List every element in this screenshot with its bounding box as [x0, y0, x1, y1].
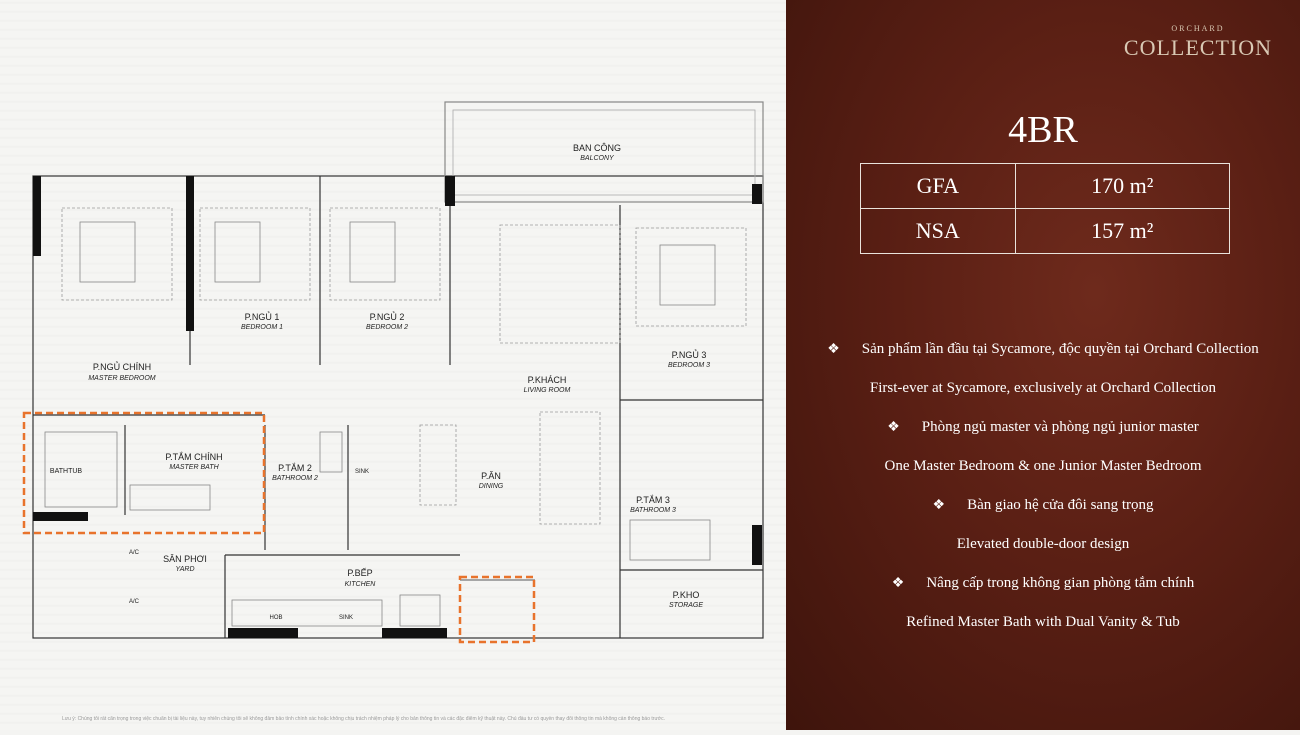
orchard-collection-logo — [1124, 24, 1272, 61]
diamond-bullet-icon: ❖ — [932, 498, 946, 513]
feature-vi — [786, 491, 1300, 530]
diamond-bullet-icon: ❖ — [891, 576, 905, 591]
area-label: NSA — [861, 209, 1016, 254]
room-masterbath-en: MASTER BATH — [169, 464, 219, 471]
feature-en: First-ever at Sycamore, exclusively at Orchard Collection — [869, 380, 1217, 396]
room-kitchen-en: KITCHEN — [344, 581, 376, 588]
room-balcony-vi: BAN CÔNG — [572, 143, 622, 153]
room-bath2-vi: P.TẮM 2 — [278, 463, 312, 473]
room-storage-vi: P.KHO — [672, 590, 700, 600]
feature-en: One Master Bedroom & one Junior Master Bedroom — [884, 458, 1202, 474]
room-bed2-vi: P.NGỦ 2 — [369, 312, 405, 322]
area-row-gfa — [861, 164, 1230, 209]
feature-list — [786, 335, 1300, 647]
room-balcony-en: BALCONY — [580, 155, 614, 162]
room-living-vi: P.KHÁCH — [527, 375, 567, 385]
room-bed1-vi: P.NGỦ 1 — [244, 312, 280, 322]
room-kitchen-vi: P.BẾP — [347, 568, 373, 578]
area-row-nsa — [861, 209, 1230, 254]
feature-text: Nâng cấp trong không gian phòng tắm chính — [926, 575, 1195, 591]
room-bath2-en: BATHROOM 2 — [272, 475, 318, 482]
feature-vi — [786, 413, 1300, 452]
feature-en: Elevated double-door design — [956, 536, 1130, 552]
room-yard-en: YARD — [175, 566, 195, 573]
room-dining-en: DINING — [478, 483, 504, 490]
diamond-bullet-icon: ❖ — [887, 420, 900, 435]
ac-unit-1: A/C — [128, 550, 140, 556]
highlight-boxes — [24, 413, 534, 642]
room-master-en: MASTER BEDROOM — [88, 375, 156, 382]
area-value: 157 m² — [1015, 209, 1229, 254]
kitchen-hob: HOB — [269, 615, 283, 621]
room-bed3-vi: P.NGỦ 3 — [671, 350, 707, 360]
room-dining-vi: P.ĂN — [481, 471, 501, 481]
room-bed2-en: BEDROOM 2 — [365, 324, 409, 331]
room-masterbath-vi: P.TẮM CHÍNH — [165, 452, 223, 462]
area-label: GFA — [861, 164, 1016, 209]
unit-title: 4BR — [1008, 109, 1078, 151]
logo-line2: COLLECTION — [1123, 35, 1272, 60]
feature-text: Sản phẩm lần đầu tại Sycamore, độc quyền tại Orchard Collection — [861, 341, 1259, 357]
feature-en: Refined Master Bath with Dual Vanity & Tub — [906, 614, 1180, 630]
info-panel — [786, 0, 1300, 730]
area-value: 170 m² — [1015, 164, 1229, 209]
disclaimer: Lưu ý: Chúng tôi rất cẩn trọng trong việc chuẩn bị tài liệu này, tuy nhiên chúng tôi sẽ không đảm bảo tính chính xác hoặc không chịu trách nhiệm pháp lý cho bản thông tin và các đặc điểm kỹ thuật này. Chủ đầu tư có quyền thay đổi thông tin mà không cần thông báo trước. — [62, 716, 665, 722]
room-living-en: LIVING ROOM — [523, 387, 571, 394]
room-master-vi: P.NGỦ CHÍNH — [92, 362, 152, 372]
room-bed3-en: BEDROOM 3 — [667, 362, 711, 369]
area-table — [860, 163, 1230, 254]
logo-line1: ORCHARD — [1171, 24, 1225, 33]
room-bed1-en: BEDROOM 1 — [240, 324, 284, 331]
ac-unit-2: A/C — [128, 599, 140, 605]
room-bathtub: BATHTUB — [49, 468, 83, 475]
feature-vi — [786, 335, 1300, 374]
feature-text: Phòng ngủ master và phòng ngủ junior master — [921, 419, 1199, 435]
room-storage-en: STORAGE — [668, 602, 704, 609]
diamond-bullet-icon: ❖ — [827, 342, 840, 357]
room-bath3-vi: P.TẮM 3 — [636, 495, 670, 505]
room-bath3-en: BATHROOM 3 — [630, 507, 676, 514]
feature-text: Bàn giao hệ cửa đôi sang trọng — [967, 497, 1154, 513]
room-sink: SINK — [354, 469, 370, 475]
room-yard-vi: SÂN PHƠI — [163, 554, 207, 564]
feature-vi — [786, 569, 1300, 608]
kitchen-sink: SINK — [338, 615, 354, 621]
